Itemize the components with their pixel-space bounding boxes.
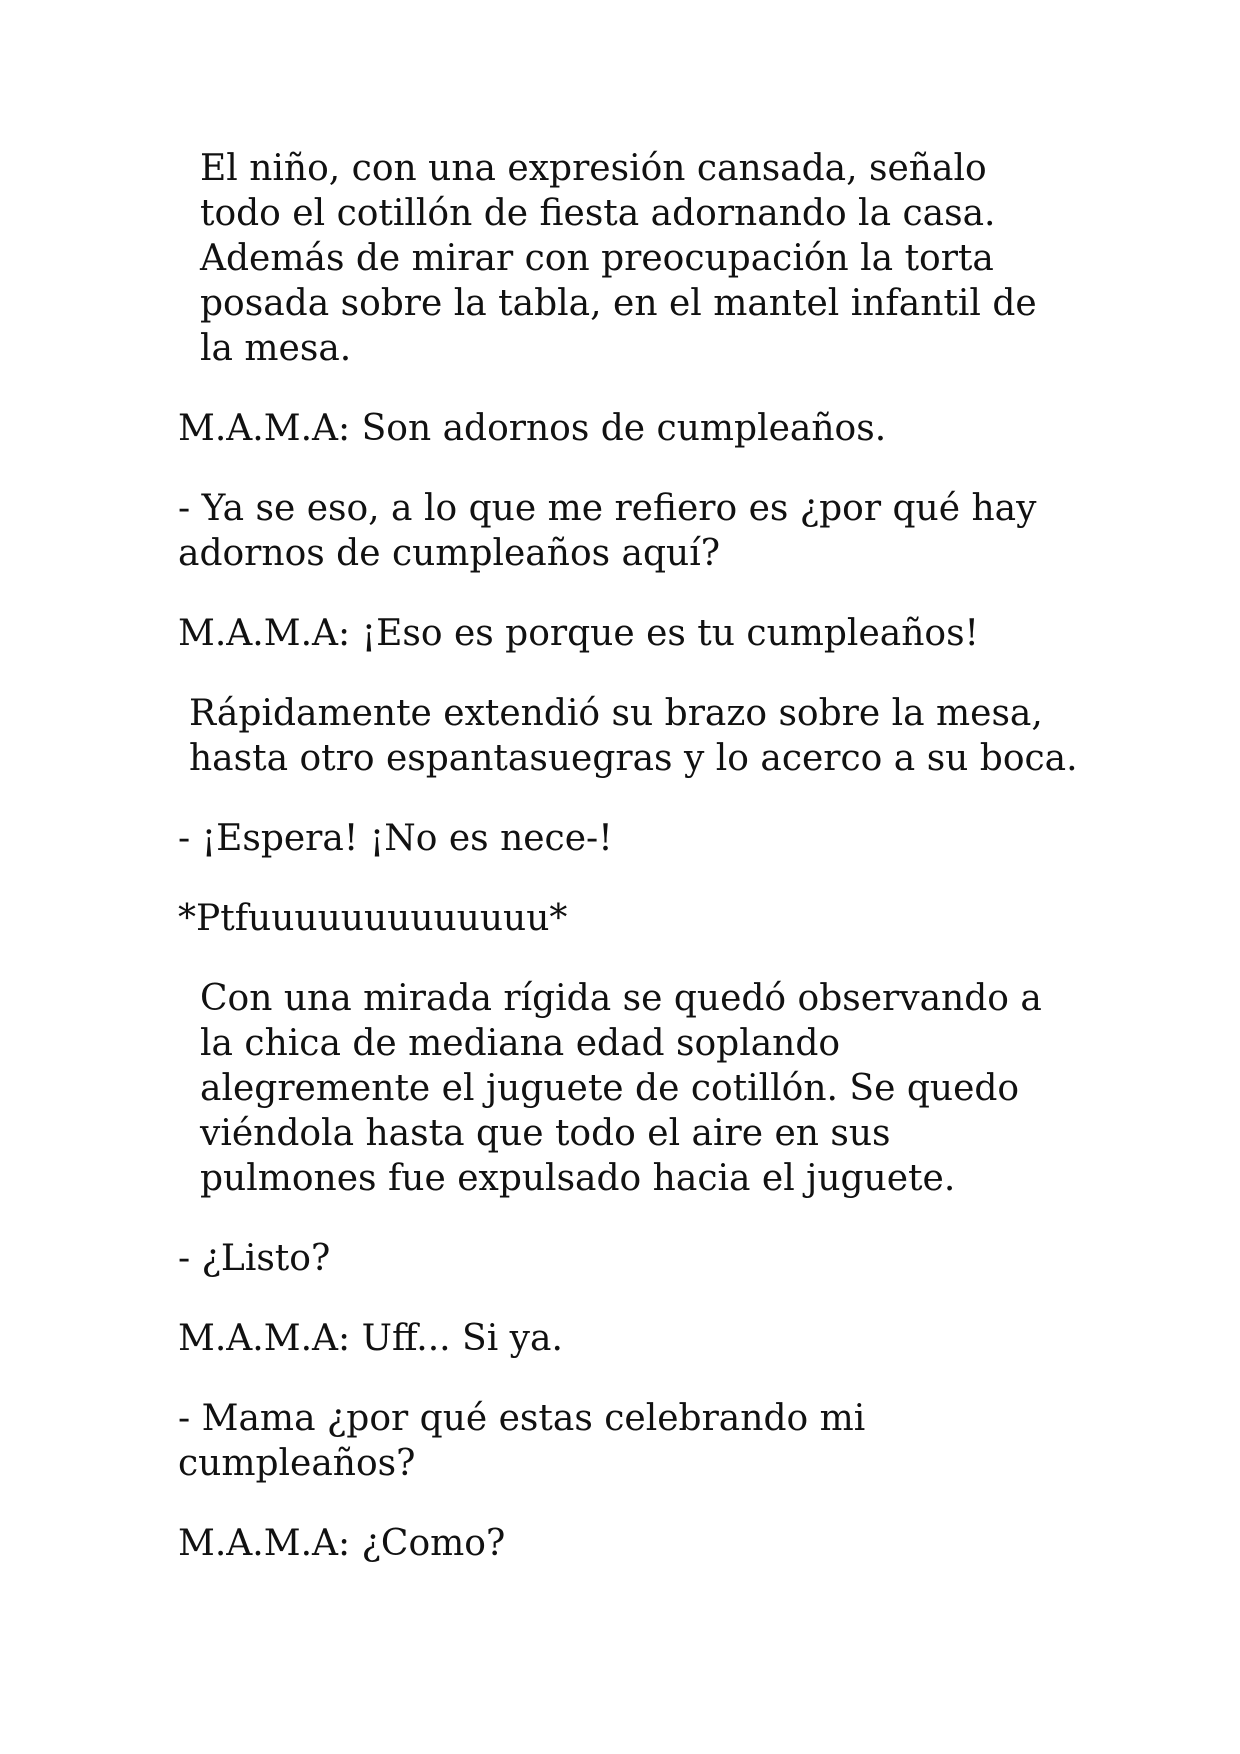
sound-effect-line: *Ptfuuuuuuuuuuuuu* (178, 898, 568, 939)
dialogue-line: - Ya se eso, a lo que me refiero es ¿por qué hay adornos de cumpleaños aquí? (178, 488, 1037, 574)
dialogue-line: M.A.M.A: ¡Eso es porque es tu cumpleaños! (178, 613, 980, 654)
paragraph: Rápidamente extendió su brazo sobre la mesa, hasta otro espantasuegras y lo acerco a su boca. (189, 693, 1078, 779)
story-text (178, 146, 1078, 1601)
dialogue-line: M.A.M.A: Son adornos de cumpleaños. (178, 408, 887, 449)
paragraph: Con una mirada rígida se quedó observando a la chica de mediana edad soplando alegremente el juguete de cotillón. Se quedo viéndola hasta que todo el aire en sus pulmones fue expulsado hacia el juguete. (200, 978, 1042, 1199)
dialogue-line: - Mama ¿por qué estas celebrando mi cumpleaños? (178, 1398, 866, 1484)
dialogue-line: - ¡Espera! ¡No es nece-! (178, 818, 613, 859)
dialogue-line: - ¿Listo? (178, 1238, 331, 1279)
dialogue-line: M.A.M.A: Uff... Si ya. (178, 1318, 563, 1359)
paragraph: El niño, con una expresión cansada, señalo todo el cotillón de fiesta adornando la casa. Además de mirar con preocupación la torta posada sobre la tabla, en el mantel infantil de la mesa. (200, 148, 1037, 369)
dialogue-line: M.A.M.A: ¿Como? (178, 1523, 506, 1564)
